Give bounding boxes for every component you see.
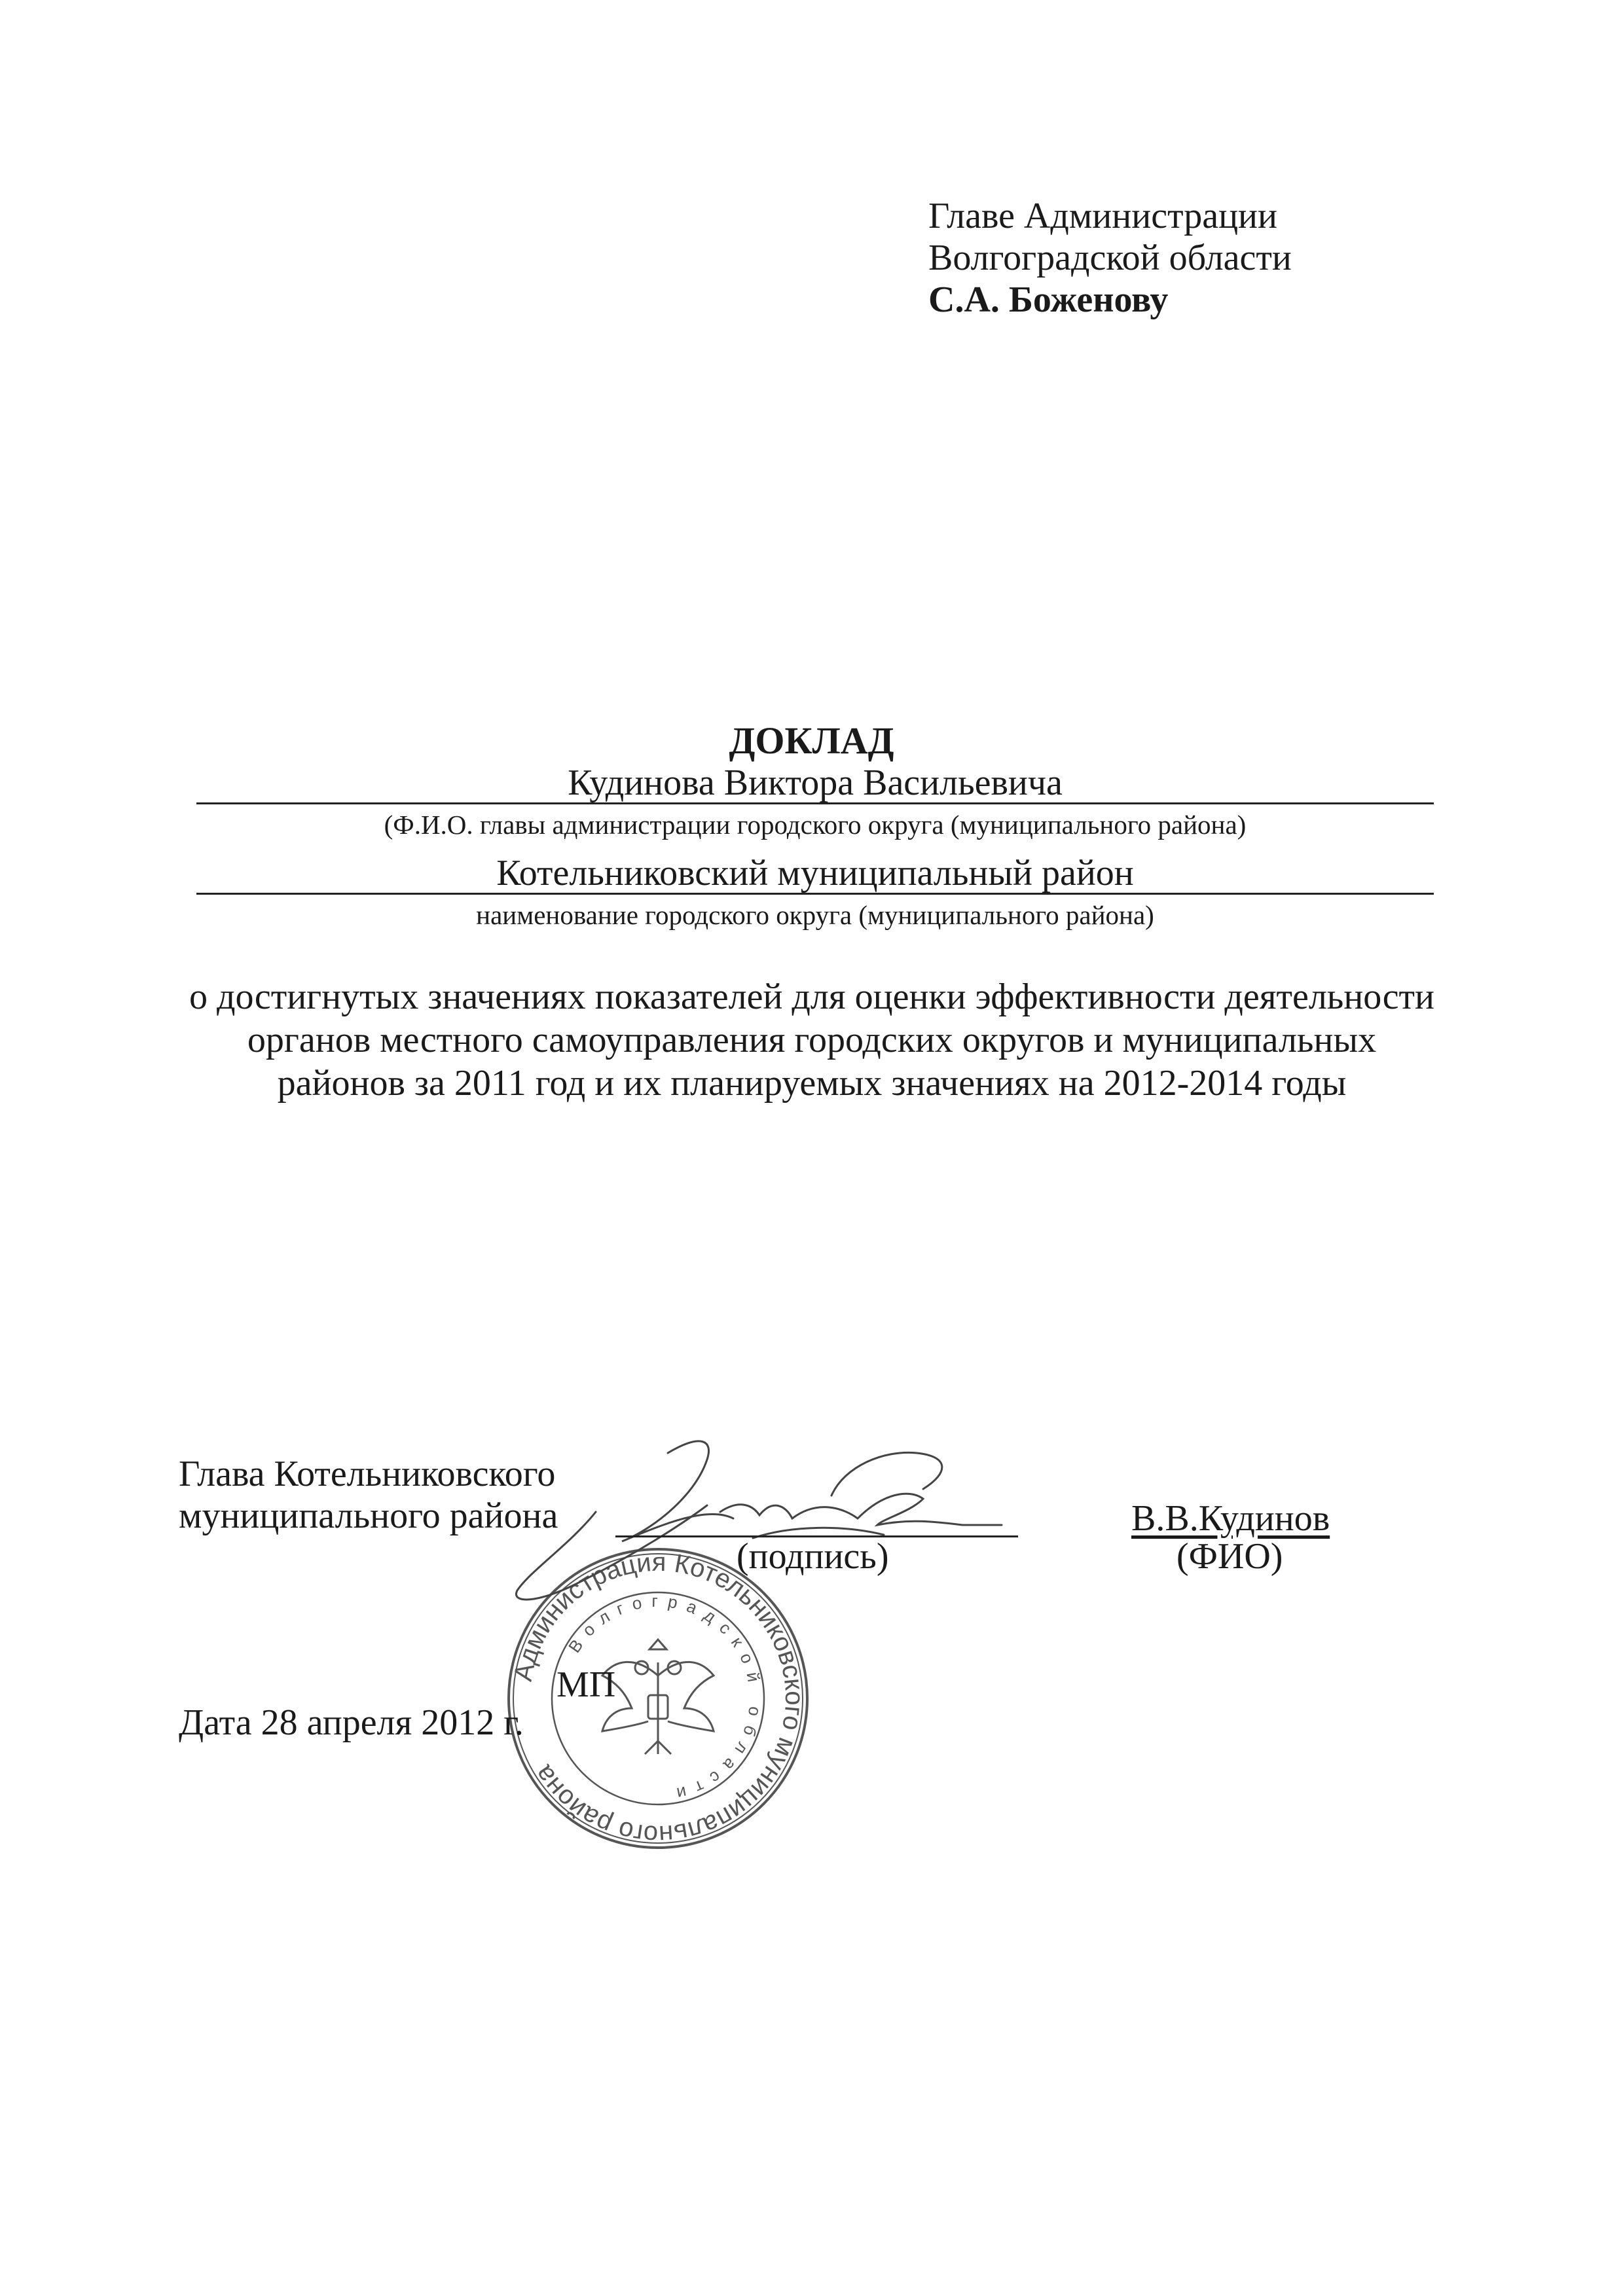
addressee-line-2: Волгоградской области <box>928 238 1292 278</box>
subject-line-1: о достигнутых значениях показателей для оценки эффективности деятельности <box>189 977 1434 1017</box>
seal-inner-text: Волгоградской области <box>564 1590 766 1806</box>
signature-hint: (подпись) <box>737 1536 889 1577</box>
district-hint: наименование городского округа (муниципального района) <box>476 900 1154 930</box>
subject-line-3: районов за 2011 год и их планируемых значениях на 2012-2014 годы <box>277 1063 1347 1103</box>
document-date: Дата 28 апреля 2012 г. <box>179 1702 524 1743</box>
head-name-field: Кудинова Виктора Васильевича <box>196 763 1434 804</box>
report-title: ДОКЛАД <box>729 719 894 762</box>
seal-outer-text: Администрация Котельниковского муниципального района <box>508 1547 809 1850</box>
seal-place-label: МП <box>556 1664 616 1705</box>
head-name-hint: (Ф.И.О. главы администрации городского округа (муниципального района) <box>384 810 1247 840</box>
addressee-block <box>928 195 1292 321</box>
signatory-position-line-1: Глава Котельниковского <box>179 1454 556 1494</box>
signatory-fio: В.В.Кудинов <box>1131 1498 1330 1539</box>
district-field: Котельниковский муниципальный район <box>196 853 1434 895</box>
signatory-position <box>179 1453 558 1537</box>
report-subject <box>131 975 1493 1105</box>
signatory-position-line-2: муниципального района <box>179 1496 558 1536</box>
subject-line-2: органов местного самоуправления городских округов и муниципальных <box>247 1020 1377 1060</box>
signature-blank-line <box>615 1505 1018 1537</box>
fio-hint: (ФИО) <box>1176 1536 1283 1577</box>
addressee-line-1: Главе Администрации <box>928 196 1277 236</box>
addressee-name: С.А. Боженову <box>928 279 1169 320</box>
eagle-emblem-icon <box>602 1640 714 1754</box>
